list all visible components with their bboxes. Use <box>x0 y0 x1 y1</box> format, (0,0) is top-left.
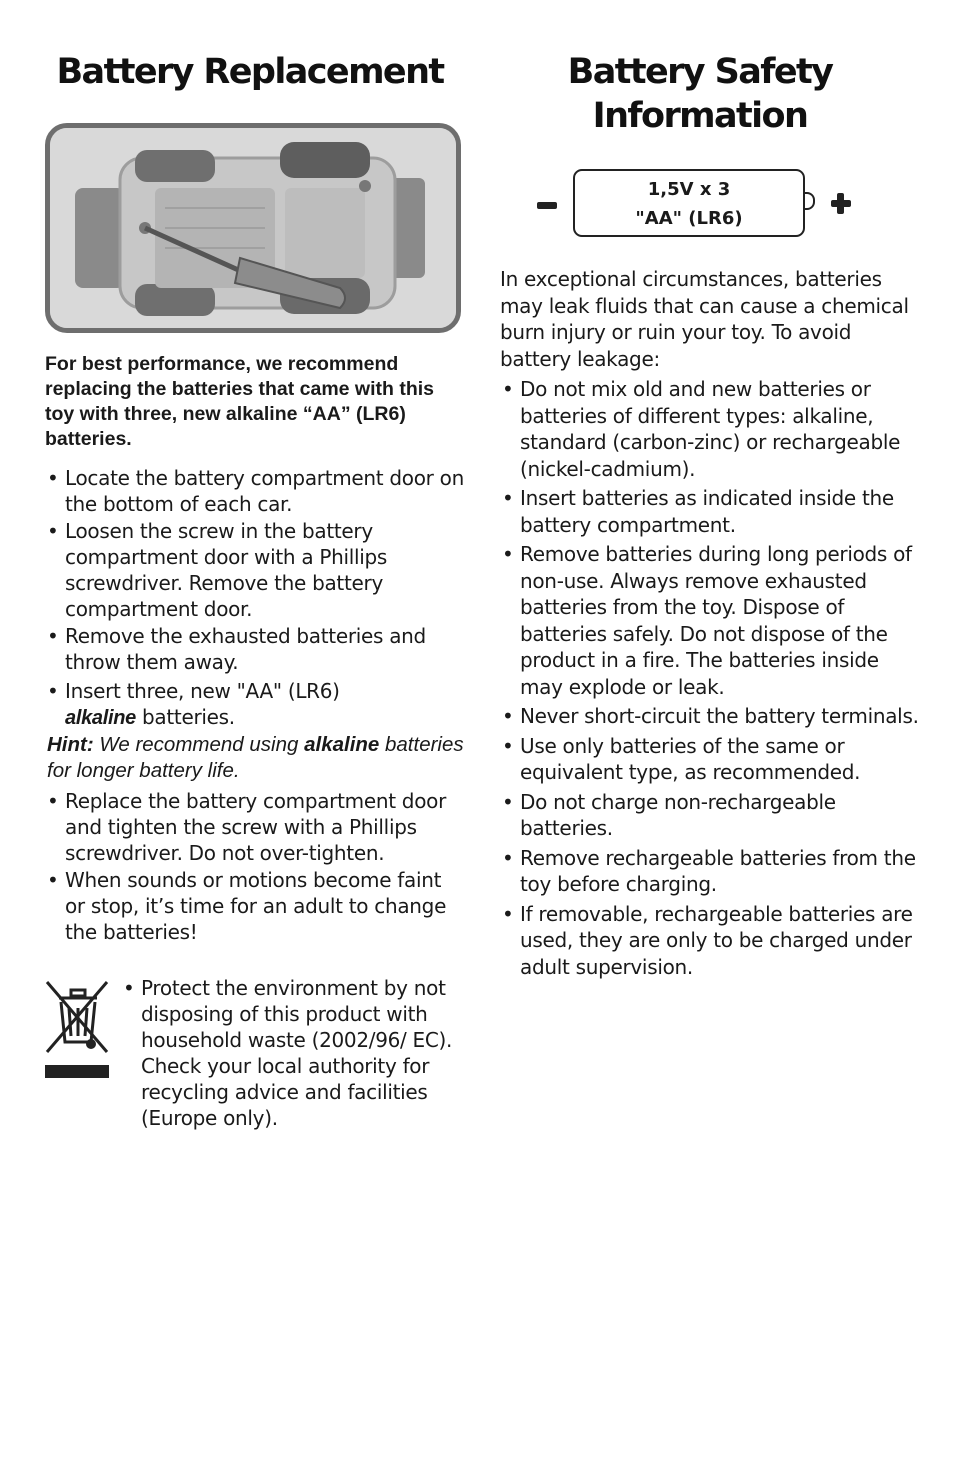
list-item: • Do not mix old and new batteries or batteries of different types: alkaline, standard (carbon-zinc) or rechargeable (nickel-cadmium). <box>500 376 920 482</box>
list-item: • Locate the battery compartment door on the bottom of each car. <box>45 465 465 517</box>
list-item: • Use only batteries of the same or equivalent type, as recommended. <box>500 733 920 786</box>
list-item: • Remove batteries during long periods of non-use. Always remove exhausted batteries from the toy. Dispose of batteries safely. Do not dispose of the product in a fire. The batteries inside may explode or leak. <box>500 541 920 700</box>
minus-icon <box>537 202 557 209</box>
list-item: • Protect the environment by not disposing of this product with household waste (2002/96/ EC). Check your local authority for recycling advice and facilities (Europe only). <box>121 975 466 1131</box>
replacement-steps <box>45 465 465 732</box>
replacement-steps-continued <box>45 788 465 946</box>
list-item: • If removable, rechargeable batteries are used, they are only to be charged under adult supervision. <box>500 901 920 981</box>
list-item: • When sounds or motions become faint or stop, it’s time for an adult to change the batteries! <box>45 867 465 945</box>
battery-icon: 1,5V x 3 "AA" (LR6) <box>573 169 805 237</box>
safety-list <box>500 376 920 983</box>
list-item: • Do not charge non-rechargeable batteries. <box>500 789 920 842</box>
safety-intro: In exceptional circumstances, batteries may leak fluids that can cause a chemical burn injury or ruin your toy. To avoid battery leakage: <box>500 267 909 371</box>
battery-terminal <box>805 192 815 210</box>
list-item: • Insert three, new "AA" (LR6) alkaline batteries. <box>45 678 465 731</box>
section-title: Battery Safety Information <box>567 52 833 136</box>
intro-text: For best performance, we recommend replacing the batteries that came with this toy with three, new alkaline “AA” (LR6) batteries. <box>45 353 435 450</box>
list-item: • Never short-circuit the battery terminals. <box>500 703 920 730</box>
hint-text: Hint: We recommend using alkaline batteries for longer battery life. <box>47 733 464 782</box>
list-item: • Remove rechargeable batteries from the toy before charging. <box>500 845 920 898</box>
section-title: Battery Replacement <box>56 52 444 92</box>
list-item: • Remove the exhausted batteries and throw them away. <box>45 623 465 675</box>
list-item: • Loosen the screw in the battery compartment door with a Phillips screwdriver. Remove the battery compartment door. <box>45 518 465 622</box>
list-item: • Replace the battery compartment door and tighten the screw with a Phillips screwdriver. Do not over-tighten. <box>45 788 465 866</box>
environment-notice <box>121 975 466 1131</box>
crossed-out-wheelie-bin-icon <box>45 978 115 1082</box>
list-item: • Insert batteries as indicated inside the battery compartment. <box>500 485 920 538</box>
car-underside-photo <box>45 123 461 333</box>
plus-icon-vertical <box>837 193 844 214</box>
